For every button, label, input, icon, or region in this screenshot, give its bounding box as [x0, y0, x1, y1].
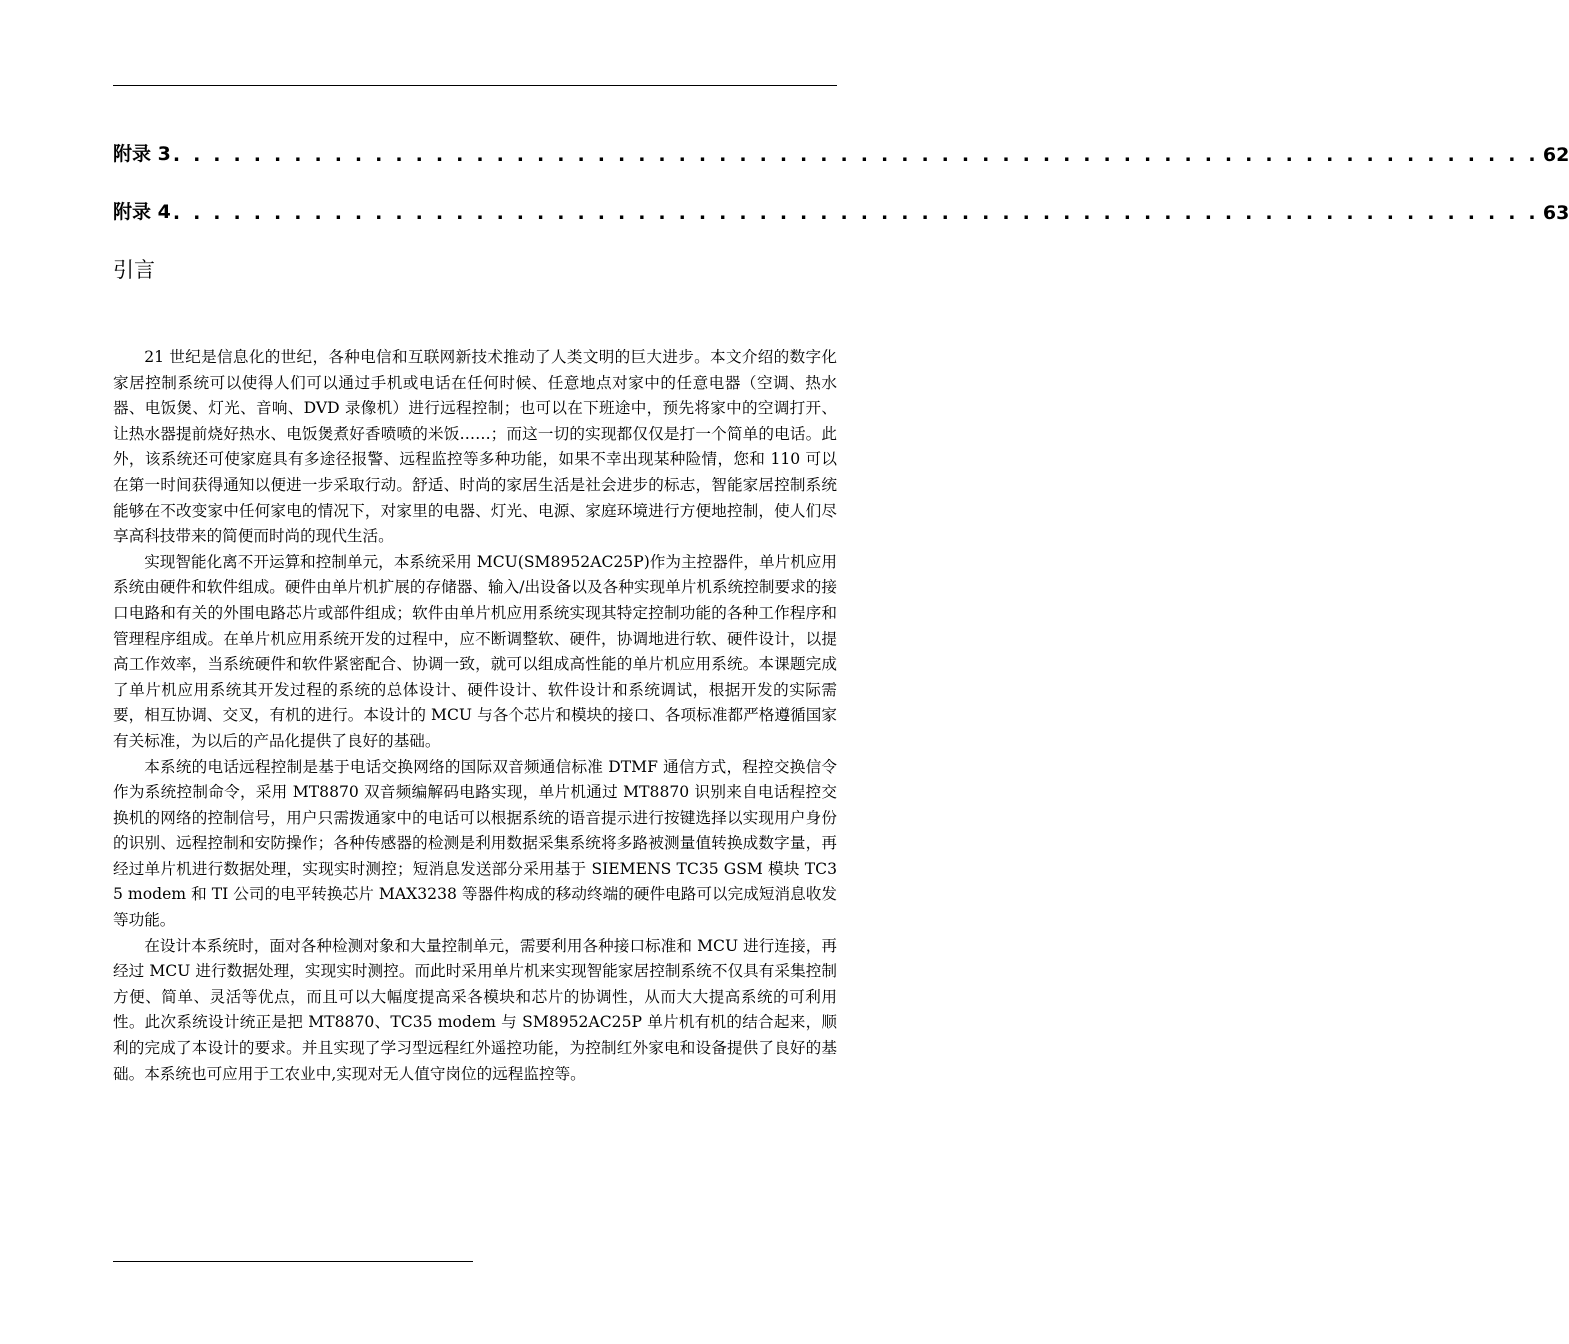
toc-entry[interactable] [113, 196, 1569, 224]
toc-entry[interactable] [113, 138, 1569, 166]
body-text [113, 345, 837, 1087]
header-rule [113, 85, 837, 86]
paragraph: 21 世纪是信息化的世纪，各种电信和互联网新技术推动了人类文明的巨大进步。本文介绍的数字化家居控制系统可以使得人们可以通过手机或电话在任何时候、任意地点对家中的任意电器（空调、热水器、电饭煲、灯光、音响、DVD 录像机）进行远程控制；也可以在下班途中，预先将家中的空调打开、让热水器提前烧好热水、电饭煲煮好香喷喷的米饭……；而这一切的实现都仅仅是打一个简单的电话。此外，该系统还可使家庭具有多途径报警、远程监控等多种功能，如果不幸出现某种险情，您和 110 可以在第一时间获得通知以便进一步采取行动。舒适、时尚的家居生活是社会进步的标志，智能家居控制系统能够在不改变家中任何家电的情况下，对家里的电器、灯光、电源、家庭环境进行方便地控制，使人们尽享高科技带来的简便而时尚的现代生活。 [113, 348, 837, 546]
toc-entry-page: 63 [1542, 202, 1569, 224]
section-heading: 引言 [113, 258, 155, 282]
toc-leader-dots: . . . . . . . . . . . . . . . . . . . . . . . . . . . . . . . . . . . . . . . . . . . . . . . . . . . . . . . . . . . . . . . . . . . . [172, 202, 1539, 224]
footnote-rule [113, 1261, 473, 1262]
toc-entry-page: 62 [1542, 144, 1569, 166]
paragraph: 在设计本系统时，面对各种检测对象和大量控制单元，需要利用各种接口标准和 MCU 进行连接，再经过 MCU 进行数据处理，实现实时测控。而此时采用单片机来实现智能家居控制系统不仅具有采集控制方便、简单、灵活等优点，而且可以大幅度提高采各模块和芯片的协调性，从而大大提高系统的可利用性。此次系统设计统正是把 MT8870、TC35 modem 与 SM8952AC25P 单片机有机的结合起来，顺利的完成了本设计的要求。并且实现了学习型远程红外遥控功能，为控制红外家电和设备提供了良好的基础。本系统也可应用于工农业中,实现对无人值守岗位的远程监控等。 [113, 936, 837, 1083]
toc-leader-dots: . . . . . . . . . . . . . . . . . . . . . . . . . . . . . . . . . . . . . . . . . . . . . . . . . . . . . . . . . . . . . . . . . . . . [172, 144, 1539, 166]
toc-entry-label: 附录 3 [113, 143, 171, 165]
paragraph: 本系统的电话远程控制是基于电话交换网络的国际双音频通信标准 DTMF 通信方式，程控交换信令作为系统控制命令，采用 MT8870 双音频编解码电路实现，单片机通过 MT8870 识别来自电话程控交换机的网络的控制信号，用户只需拨通家中的电话可以根据系统的语音提示进行按键选择以实现用户身份的识别、远程控制和安防操作；各种传感器的检测是利用数据采集系统将多路被测量值转换成数字量，再经过单片机进行数据处理，实现实时测控；短消息发送部分采用基于 SIEMENS TC35 GSM 模块 TC35 modem 和 TI 公司的电平转换芯片 MAX3238 等器件构成的移动终端的硬件电路可以完成短消息收发等功能。 [113, 757, 837, 930]
paragraph: 实现智能化离不开运算和控制单元，本系统采用 MCU(SM8952AC25P)作为主控器件，单片机应用系统由硬件和软件组成。硬件由单片机扩展的存储器、输入/出设备以及各种实现单片机系统控制要求的接口电路和有关的外围电路芯片或部件组成；软件由单片机应用系统实现其特定控制功能的各种工作程序和管理程序组成。在单片机应用系统开发的过程中，应不断调整软、硬件，协调地进行软、硬件设计，以提高工作效率，当系统硬件和软件紧密配合、协调一致，就可以组成高性能的单片机应用系统。本课题完成了单片机应用系统其开发过程的系统的总体设计、硬件设计、软件设计和系统调试，根据开发的实际需要，相互协调、交叉，有机的进行。本设计的 MCU 与各个芯片和模块的接口、各项标准都严格遵循国家有关标准，为以后的产品化提供了良好的基础。 [113, 552, 837, 750]
toc-entry-label: 附录 4 [113, 201, 171, 223]
